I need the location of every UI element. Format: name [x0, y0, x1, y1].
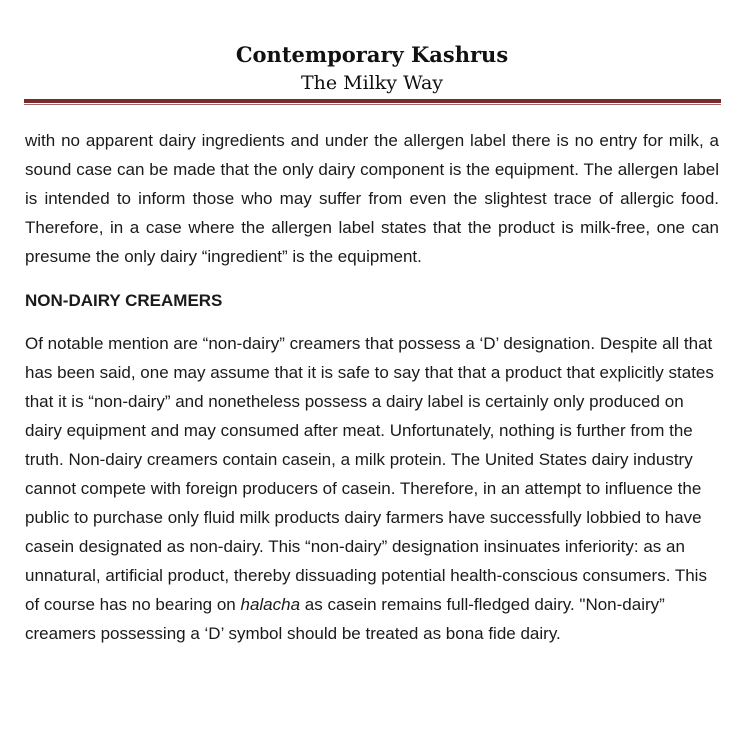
body-paragraph: with no apparent dairy ingredients and under the allergen label there is no entry for milk, a sound case can be made that the only dairy component is the equipment. The allergen label is intended to inform those who may suffer from even the slightest trace of allergic food. Therefore, in a case where the allergen label states that the product is milk-free, one can presume the only dairy “ingredient” is the equipment.: [25, 131, 719, 266]
document-body: [25, 126, 719, 648]
body-paragraph: [25, 329, 715, 648]
page-header: [0, 40, 744, 96]
italic-term: halacha: [240, 595, 301, 614]
section-heading: NON-DAIRY CREAMERS: [25, 291, 223, 310]
document-title: Contemporary Kashrus: [235, 42, 509, 67]
paragraph-text: as casein remains full-fledged dairy. "Non-dairy” creamers possessing a ‘D’ symbol should be treated as bona fide dairy.: [25, 595, 665, 643]
paragraph-text: Of notable mention are “non-dairy” creamers that possess a ‘D’ designation. Despite all that has been said, one may assume that it is safe to say that that a product that explicitly states that it is “non-dairy” and nonetheless possess a dairy label is certainly only produced on dairy equipment and may consumed after meat. Unfortunately, nothing is further from the truth. Non-dairy creamers contain casein, a milk protein. The United States dairy industry cannot compete with foreign producers of casein. Therefore, in an attempt to influence the public to purchase only fluid milk products dairy farmers have successfully lobbied to have casein designated as non-dairy. This “non-dairy” designation insinuates inferiority: as an unnatural, artificial product, thereby dissuading potential health-conscious consumers. This of course has no bearing on: [25, 334, 714, 614]
header-rule-thin: [24, 104, 721, 105]
header-rule-thick: [24, 99, 721, 103]
document-subtitle: The Milky Way: [300, 72, 444, 94]
